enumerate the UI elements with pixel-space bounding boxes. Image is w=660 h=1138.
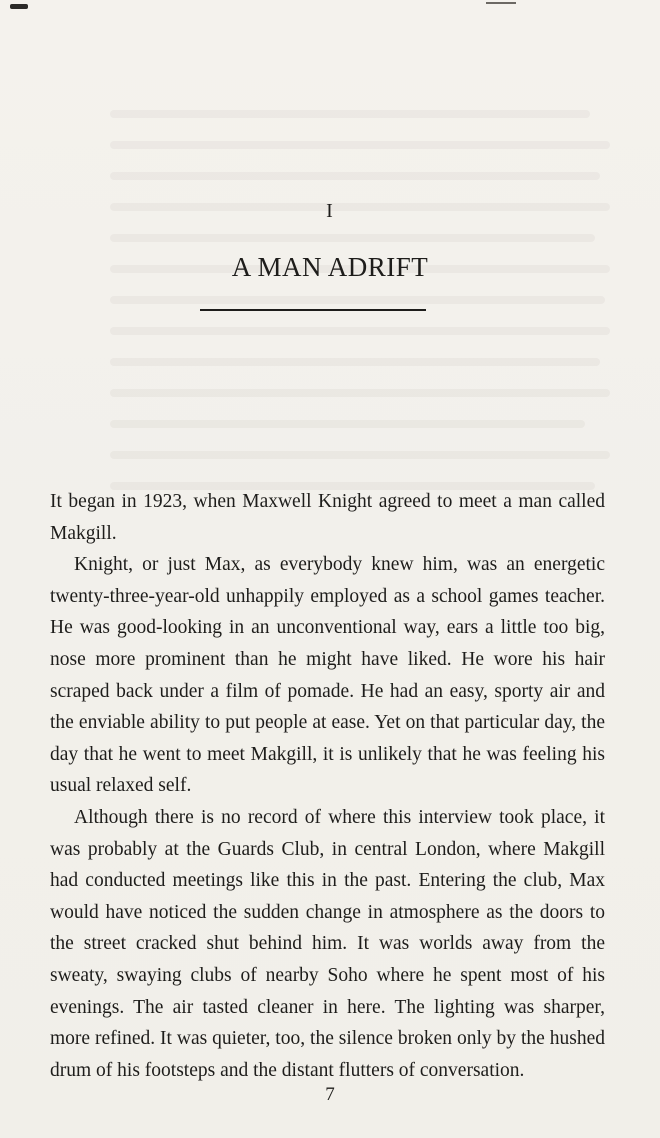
ink-line xyxy=(486,2,516,4)
page-number: 7 xyxy=(325,1084,335,1105)
paragraph-1: It began in 1923, when Maxwell Knight agreed to meet a man called Makgill. xyxy=(50,491,605,544)
show-through-text xyxy=(110,110,610,513)
chapter-title: A MAN ADRIFT xyxy=(231,252,429,282)
chapter-title-rule xyxy=(200,309,426,311)
paragraph-3: Although there is no record of where this interview took place, it was probably at the Guards Club, in central London, where Makgill had conducted meetings like this in the past. Entering the club, Max would have noticed the sudden change in atmosphere as the doors to the street cracked shut behind him. It was worlds away from the sweaty, swaying clubs of nearby Soho where he spent most of his evenings. The air tasted cleaner in here. The lighting was sharper, more refined. It was quieter, too, the silence broken only by the hushed drum of his footsteps and the distant flutters of conversation. xyxy=(50,806,605,1081)
ink-mark xyxy=(10,4,28,9)
chapter-body xyxy=(50,486,605,1086)
paragraph-2: Knight, or just Max, as everybody knew him, was an energetic twenty-three-year-old unhappily employed as a school games teacher. He was good-looking in an unconventional way, ears a little too big, nose more prominent than he might have liked. He wore his hair scraped back under a film of pomade. He had an easy, sporty air and the enviable ability to put people at ease. Yet on that particular day, the day that he went to meet Makgill, it is unlikely that he was feeling his usual relaxed self. xyxy=(50,554,605,797)
chapter-number: I xyxy=(326,200,334,222)
